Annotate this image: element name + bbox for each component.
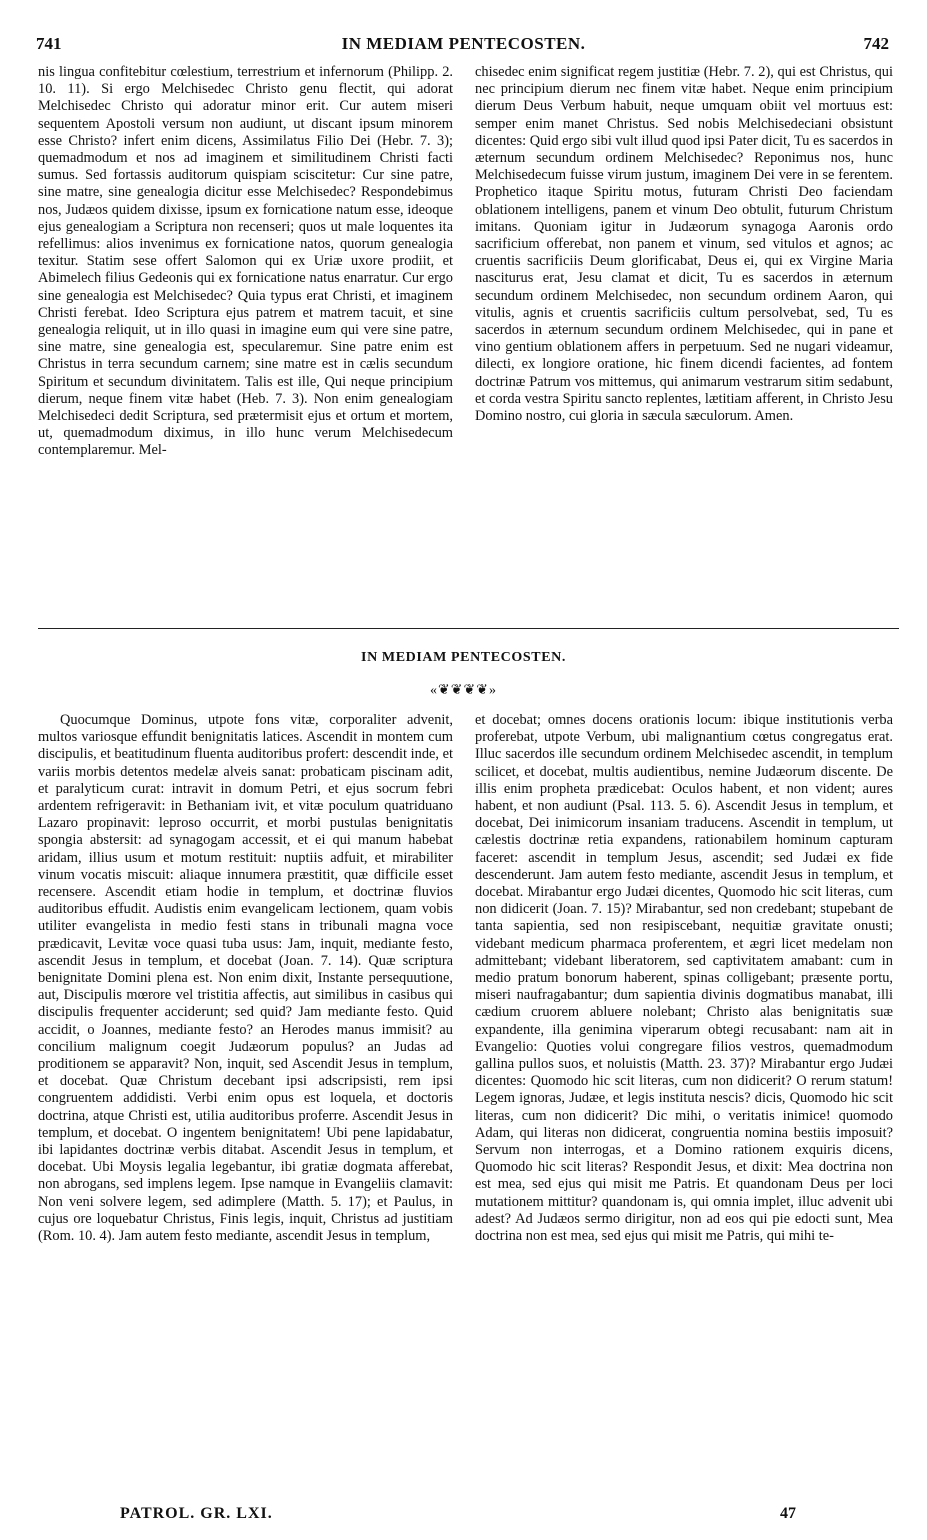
bottom-right-column	[475, 712, 893, 1245]
section-title: IN MEDIAM PENTECOSTEN.	[361, 650, 566, 665]
top-right-text: chisedec enim significat regem justitiæ (Hebr. 7. 2), qui est Christus, qui nec principium dierum nec finem vitæ habet. Neque enim principium dierum Deus Verbum habuit, neque umquam obiit vel mortuus est: semper enim manet Christus. Sed nobis Melchisedeciani obsistunt dicentes: Quid ergo sibi vult illud quod ipsi Pater dicit, Tu es sacerdos in æternum secundum ordinem Melchisedec? Reponimus nos, hunc Melchisedecum fuisse virum justum, imaginem Dei vere in se ferentem. Prophetico itaque Spiritu motus, futuram Christi Deo faciendam oblationem intelligens, panem et vinum Deo obtulit, futurum Christum imitans. Quoniam igitur in Judæorum synagoga Aaronis ordo sacrificium offerebat, non panem et vinum, sed vitulos et agnos; ac cruentis sacrificiis Deum glorificabat, Deus ei, qui ex Virgine Maria nasciturus erat, Jesu clamat et dicit, Tu es sacerdos in æternum secundum ordinem Melchisedec, non secundum ordinem Aaron, qui vitulis, agnis et cruentis sacrificiis cultum persolvebat, sed, Tu es sacerdos in æternum secundum ordinem Melchisedec, qui in pane et vino gentium oblationem affers in perpetuum. Sed ne nugari videamur, dilecti, ex longiore oratione, hic finem dicendi facientes, ad fontem doctrinæ Patrum vos mittemus, qui animarum vestrarum sitim sedabunt, et corda vestra Spiritu sancto replentes, lætitiam afferent, in Christo Jesu Domino nostro, cui gloria in sæcula sæculorum. Amen.	[475, 64, 893, 425]
left-page-number: 741	[36, 34, 62, 53]
bottom-left-text: Quocumque Dominus, utpote fons vitæ, corporaliter advenit, multos variosque effundit benignitatis latices. Ascendit in montem cum discipulis, et beatitudinum fluenta auditoribus profert: descendit inde, et variis morbis detentos medelæ alveis sanat: probaticam piscinam adit, et paralyticum curat: intravit in domum Petri, et ejus socrum febri ardentem refrigeravit: in Bethaniam ivit, et vitæ poculum quatriduano Lazaro propinavit: leproso occurrit, et morbi pustulas benignitatis spongia abstersit: ad synagogam accessit, et ei qui manum habebat aridam, illius usum et motum restituit: nuptiis adfuit, et mirabiliter vinum vocatis miscuit: aliaque innumera præstitit, quæ difficile esset recensere. Ascendit etiam hodie in templum, et doctrinæ fluvios auditoribus effudit. Audistis enim evangelicam lectionem, quam vobis utiliter evangelista in medio festi stans in tribunali magna voce prædicavit, Levitæ voce quasi tuba usus: Jam, inquit, mediante festo, ascendit Jesus in templum, et docebat (Joan. 7. 14). Quæ scriptura benignitate Domini plena est. Non enim dixit, Instante persequutione, aut, Discipulis mœrore vel tristitia affectis, aut similibus in casibus qui discipulis frequenter acciderunt; sed quid? Jam mediante festo. Quid accidit, o Joannes, mediante festo? an Herodes manus immisit? au concilium malignum coegit Judæorum populus? an Judas ad proditionem se apparavit? Non, inquit, sed Ascendit Jesus in templum, et docebat. Quæ Christum decebant ipsi adscripsisti, rem ipsi congruentem addidisti. Verbi enim opus est loquela, et doctoris doctrina, atque Christi est, utilia auditoribus proferre. Ascendit Jesus in templum, et docebat. O ingentem benignitatem! Ubi pene lapidabatur, ibi lapidantes doctrinæ verbis ditabat. Ascendit Jesus in templum, et docebat. Ubi Moysis legalia legebantur, ibi gratiæ dogmata afferebat, non abrogans, sed implens legem. Ipse namque in Evangeliis clamavit: Non veni solvere legem, sed adimplere (Matth. 5. 17); et Paulus, in cujus ore loquebatur Christus, Finis legis, inquit, Christus ad justitiam (Rom. 10. 4). Jam autem festo mediante, ascendit Jesus in templum,	[38, 712, 453, 1245]
ornament-icon: «❦❦❦❦»	[430, 683, 497, 698]
bottom-left-column	[38, 712, 453, 1245]
top-left-column	[38, 64, 453, 460]
top-right-column	[475, 64, 893, 425]
section-divider	[38, 628, 899, 629]
footer-signature: PATROL. GR. LXI.	[120, 1505, 273, 1522]
footer-sheet-number: 47	[780, 1505, 796, 1522]
running-title: IN MEDIAM PENTECOSTEN.	[341, 34, 586, 53]
right-page-number: 742	[863, 34, 889, 53]
running-header	[30, 34, 897, 58]
top-left-text: nis lingua confitebitur cœlestium, terrestrium et infernorum (Philipp. 2. 10. 11). Si ergo Melchisedec Christo genu flectit, qui adorat Melchisedec Christo qui adoratur minor erit. Cur autem miseri sequentem Apostoli versum non audiunt, ut discant ipsum minorem esse Christo? infert enim dicens, Assimilatus Filio Dei (Hebr. 7. 3); quemadmodum et nos ad imaginem et similitudinem Christi facti sumus. Sed fortassis auditorum quispiam sciscitetur: Cur sine patre, sine matre, sine genealogia dicitur esse Melchisedec? Respondebimus nos, Judæos quidem dixisse, ipsum ex fornicatione natum esse, ideoque ejus genealogiam a Scriptura non recenseri; quos ut male loquentes ita refellimus: alios invenimus ex fornicatione natos, quorum genealogia texitur. Statim sese offert Salomon qui ex Uriæ uxore prodiit, et Abimelech filius Gedeonis qui ex fornicatione natus enarratur. Cur ergo sine genealogia est Melchisedec? Quia typus erat Christi, et imaginem Christi ferebat. Ideo Scriptura ejus patrem et matrem tacuit, et sine genealogia reliquit, ut in illo quasi in imagine eum qui vere sine patre, sine matre, sine genealogia est, specularemur. Sine patre enim est Christus in terra secundum carnem; sine matre est in cælis secundum Spiritum et secundum divinitatem. Talis est ille, Qui neque principium dierum, neque finem vitæ habet (Heb. 7. 3). Non enim genealogiam Melchisedeci dedit Scriptura, sed prætermisit ejus et ortum et mortem, ut, quemadmodum diximus, in illo hunc verum Melchisedecum contemplaremur. Mel-	[38, 64, 453, 459]
bottom-right-text: et docebat; omnes docens orationis locum: ibique institutionis verba proferebat, utpote Verbum, ubi malignantium cœtus congregatus erat. Illuc sacerdos ille secundum ordinem Melchisedec ascendit, in templum scilicet, et docebat, multis audientibus, nemine Judæorum discente. De illis enim propheta prædicebat: Oculos habent, et non vident; aures habent, et non audiunt (Psal. 113. 5. 6). Ascendit Jesus in templum, et docebat, Dei inimicorum insaniam traducens. Ascendit in templum, ut cælestis doctrinæ retia expandens, rationabilem hominum capturam faceret: ascendit in templum Jesus, ascendit; sed Judæi ex fide descenderunt. Jam autem festo mediante, ascendit Jesus in templum, et docebat. Mirabantur ergo Judæi dicentes, Quomodo hic scit literas, cum non didicerit (Joan. 7. 15)? Mirabantur, sed non credebant; stupebant de tanta sapientia, sed non resipiscebant, nequitiæ gravitate onusti; videbant medicum pharmaca proferentem, et ægri licet medelam non admittebant; videbant liberatorem, sed captivitatem amabant: cum in medio pratum bonorum haberent, spinas colligebant; præsente portu, miseri naufragabantur; dum sapientia divinis dogmatibus manabat, illi cædium cruorem abluere nolebant; Christo alas benignitatis suæ expandente, illa genimina viperarum obtegi recusabant: nam ait in Evangelio: Quoties volui congregare filios vestros, quemadmodum gallina pullos suos, et noluistis (Matth. 23. 37)? Mirabantur ergo Judæi dicentes: Quomodo hic scit literas, cum non didicerit? O rerum statum! Legem ignoras, Judæe, et legis instituta nescis? dicis, Quomodo hic scit literas, cum non didicerit? Dic mihi, o veritatis inimice! quomodo Adam, qui literas non didicerat, congruentia nomina bestiis imposuit? Servum non interrogas, et a Domino rationem exquiris dicens, Quomodo hic scit literas? Respondit Jesus, et dixit: Mea doctrina non est mea, sed ejus qui misit me Patris. Et quandonam Deus per loci mutationem mittitur? quandonam is, qui omnia implet, illuc advenit ubi adest? Ad Judæos sermo dirigitur, non ad eos qui pie edocti sunt, Mea doctrina non est mea, sed ejus qui misit me Patris, qui mihi te-	[475, 712, 893, 1245]
